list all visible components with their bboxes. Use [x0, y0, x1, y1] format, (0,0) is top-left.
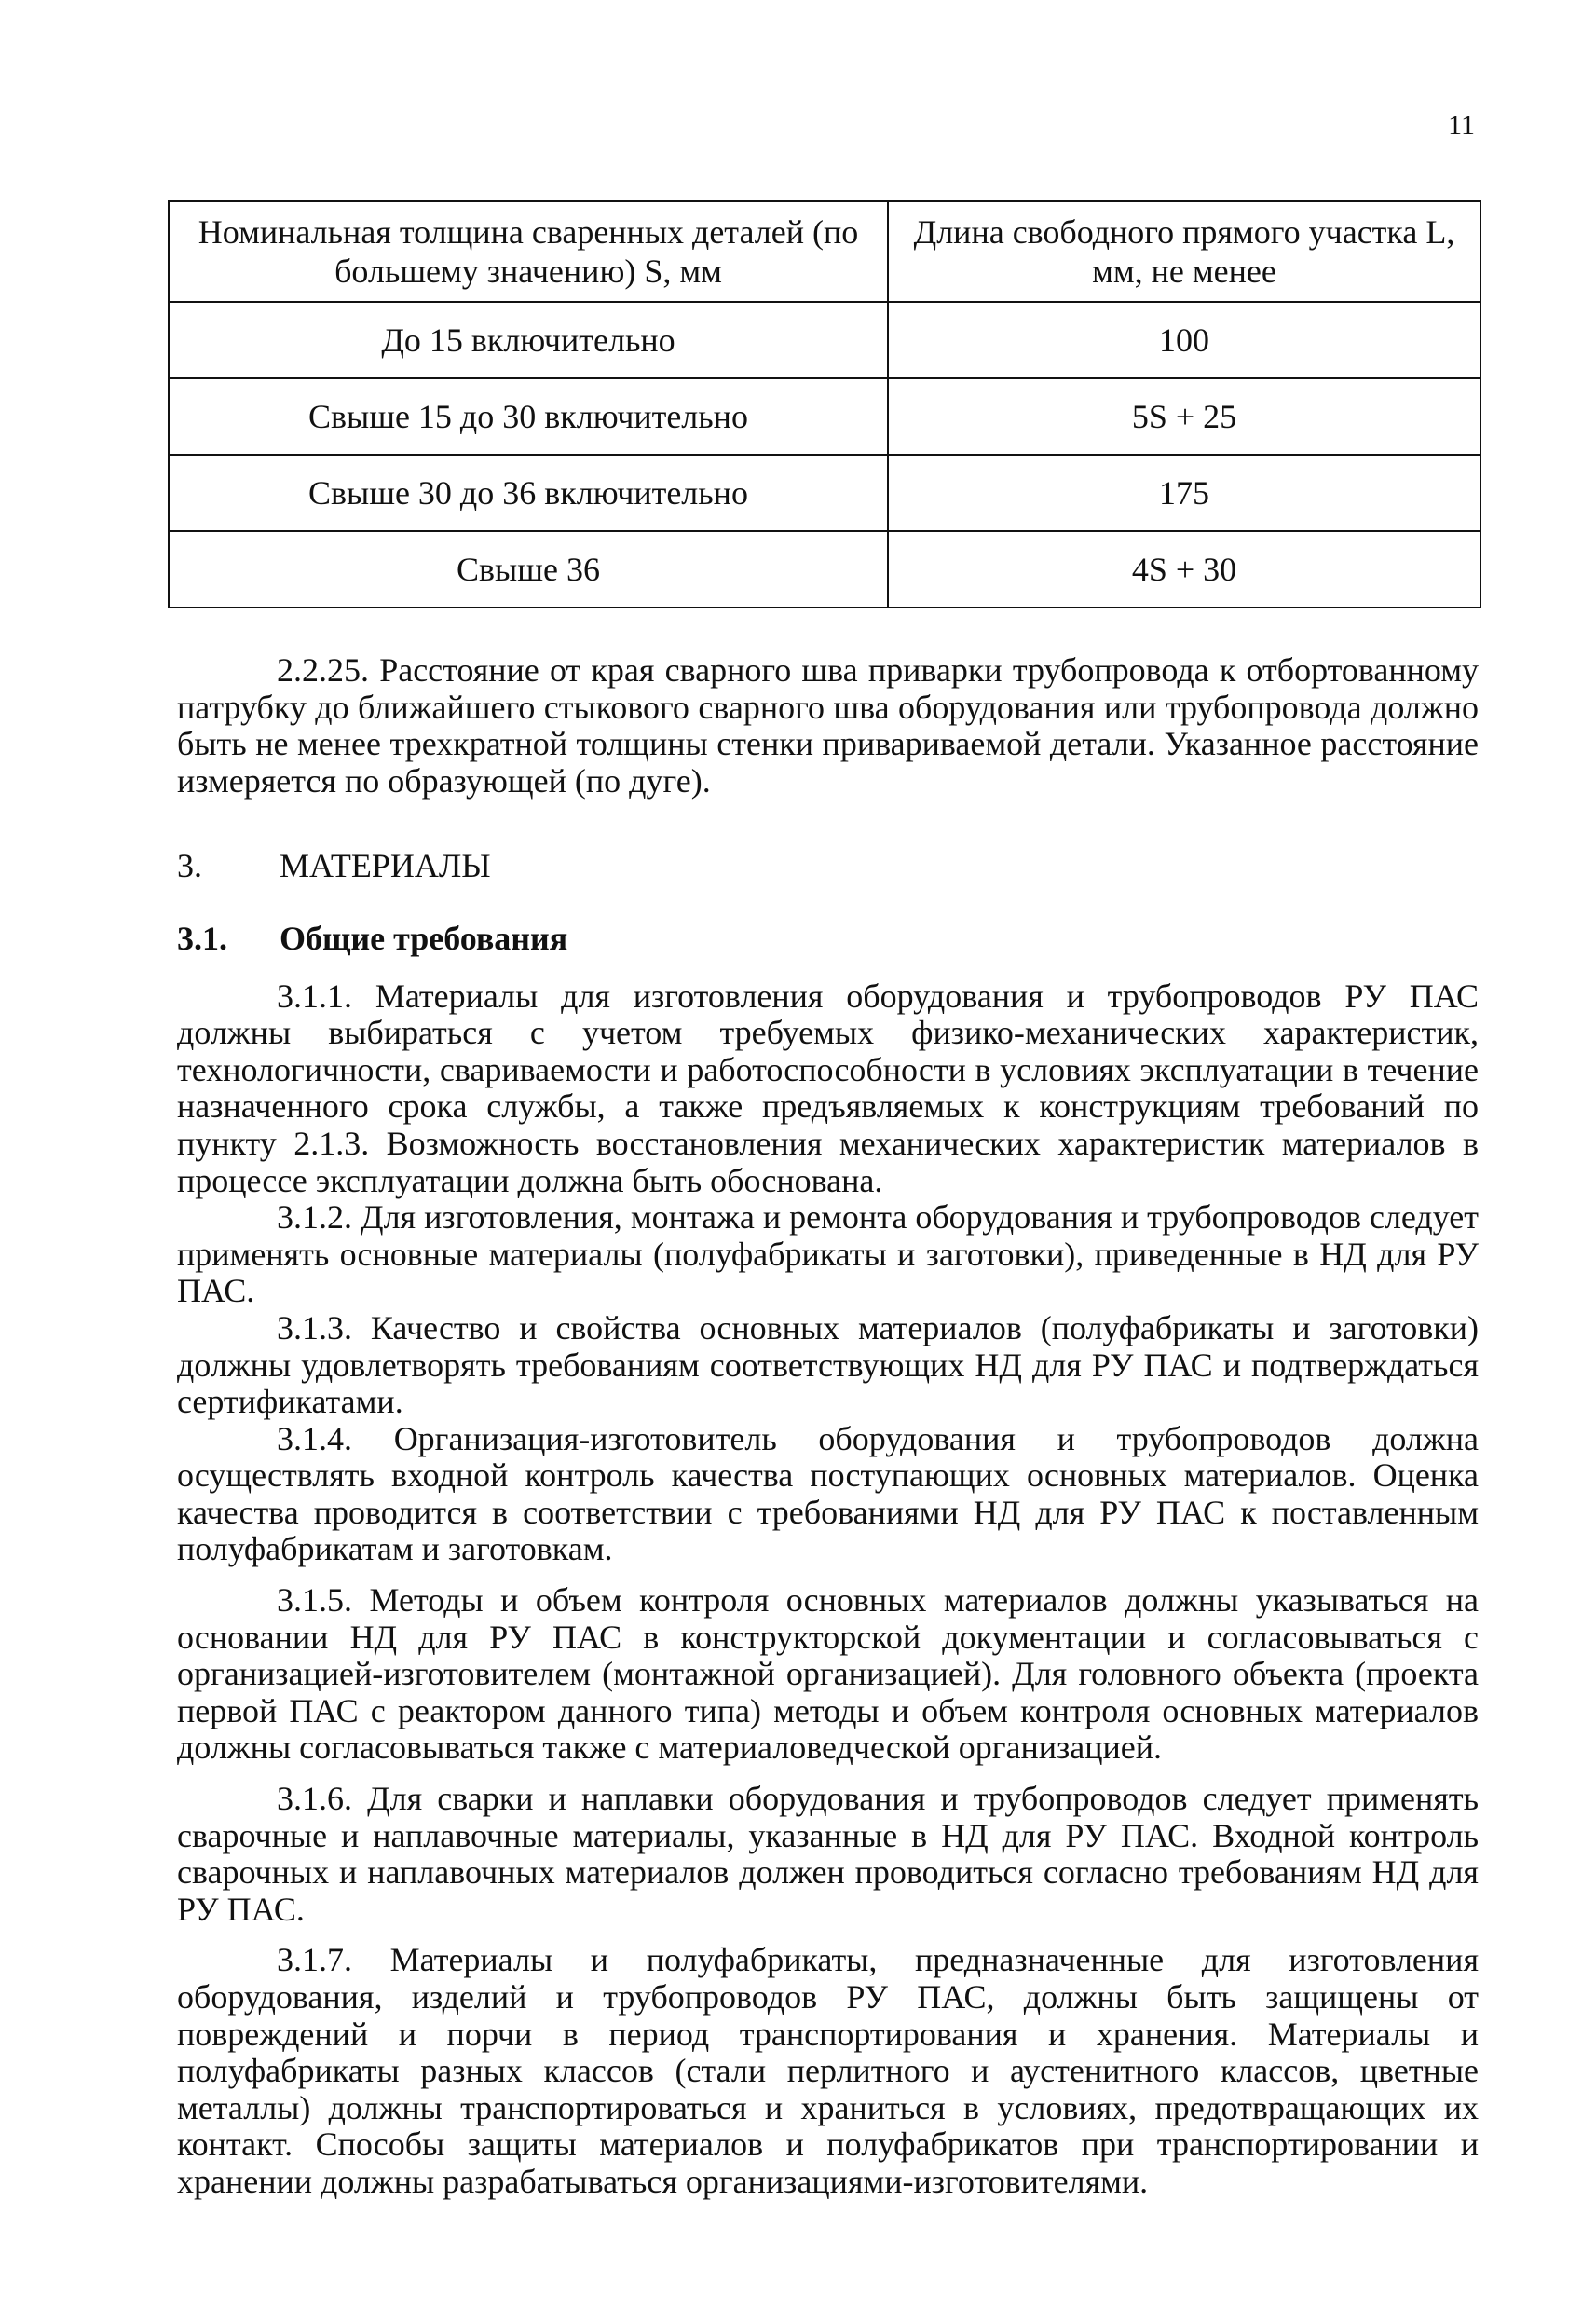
table-header-length: Длина свободного прямого участка L, мм, не менее: [888, 201, 1480, 302]
paragraph-2-2-25: 2.2.25. Расстояние от края сварного шва приварки трубопровода к отбортованному патрубку до ближайшего стыкового сварного шва оборудования или трубопровода должно быть не менее трехкратной толщины стенки привариваемой детали. Указанное расстояние измеряется по образующей (по дуге).: [177, 651, 1479, 800]
paragraph-3-1-6: 3.1.6. Для сварки и наплавки оборудования и трубопроводов следует применять сварочные и наплавочные материалы, указанные в НД для РУ ПАС. Входной контроль сварочных и наплавочных материалов должен проводиться согласно требованиям НД для РУ ПАС.: [177, 1780, 1479, 1928]
subsection-heading-3-1: [177, 921, 1479, 958]
table-row: [169, 302, 1480, 378]
section-title: МАТЕРИАЛЫ: [280, 847, 491, 885]
paragraph-3-1-3: 3.1.3. Качество и свойства основных материалов (полуфабрикаты и заготовки) должны удовлетворять требованиям соответствующих НД для РУ ПАС и подтверждаться сертификатами.: [177, 1308, 1479, 1421]
subsection-number: 3.1.: [177, 919, 227, 957]
paragraph-3-1-7: 3.1.7. Материалы и полуфабрикаты, предназначенные для изготовления оборудования, изделий и трубопроводов РУ ПАС, должны быть защищены от повреждений и порчи в период транспортирования и хранения. Материалы и полуфабрикаты разных классов (стали перлитного и аустенитного классов, цветные металлы) должны транспортироваться и храниться в условиях, предотвращающих их контакт. Способы защиты материалов и полуфабрикатов при транспортировании и хранении должны разрабатываться организациями-изготовителями.: [177, 1941, 1479, 2200]
table-header-thickness: Номинальная толщина сваренных деталей (по большему значению) S, мм: [169, 201, 888, 302]
table-cell-length: 4S + 30: [888, 531, 1480, 608]
table-cell-length: 5S + 25: [888, 378, 1480, 455]
subsection-title: Общие требования: [280, 919, 568, 957]
weld-length-table: [168, 200, 1481, 608]
document-body: [177, 652, 1479, 2201]
paragraph-3-1-2: 3.1.2. Для изготовления, монтажа и ремонта оборудования и трубопроводов следует применять основные материалы (полуфабрикаты и заготовки), приведенные в НД для РУ ПАС.: [177, 1198, 1479, 1310]
table-header-row: [169, 201, 1480, 302]
table-cell-length: 175: [888, 455, 1480, 531]
table-cell-thickness: Свыше 15 до 30 включительно: [169, 378, 888, 455]
table-row: [169, 531, 1480, 608]
table-cell-length: 100: [888, 302, 1480, 378]
paragraph-3-1-1: 3.1.1. Материалы для изготовления оборудования и трубопроводов РУ ПАС должны выбираться с учетом требуемых физико-механических характеристик, технологичности, свариваемости и работоспособности в условиях эксплуатации в течение назначенного срока службы, а также предъявляемых к конструкциям требований по пункту 2.1.3. Возможность восстановления механических характеристик материалов в процессе эксплуатации должна быть обоснована.: [177, 977, 1479, 1199]
paragraph-3-1-4: 3.1.4. Организация-изготовитель оборудования и трубопроводов должна осуществлять входной контроль качества поступающих основных материалов. Оценка качества проводится в соответствии с требованиями НД для РУ ПАС к поставленным полуфабрикатам и заготовкам.: [177, 1419, 1479, 1568]
table-cell-thickness: Свыше 30 до 36 включительно: [169, 455, 888, 531]
table-row: [169, 455, 1480, 531]
table-cell-thickness: До 15 включительно: [169, 302, 888, 378]
page-number: 11: [1448, 110, 1475, 141]
section-number: 3.: [177, 847, 202, 885]
table-row: [169, 378, 1480, 455]
paragraph-3-1-5: 3.1.5. Методы и объем контроля основных материалов должны указываться на основании НД для РУ ПАС в конструкторской документации и согласовываться с организацией-изготовителем (монтажной организацией). Для головного объекта (проекта первой ПАС с реактором данного типа) методы и объем контроля основных материалов должны согласовываться также с материаловедческой организацией.: [177, 1581, 1479, 1767]
table-cell-thickness: Свыше 36: [169, 531, 888, 608]
section-heading-3: [177, 848, 1479, 885]
